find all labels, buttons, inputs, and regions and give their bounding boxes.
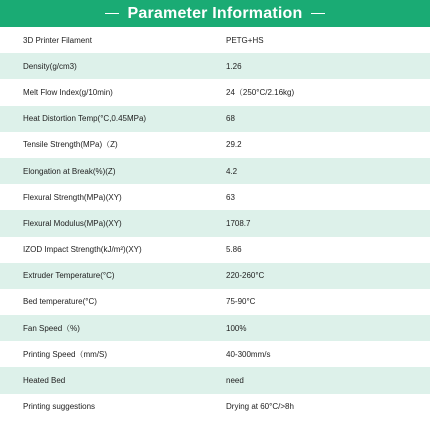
table-row [0,158,430,184]
row-label: 3D Printer Filament [23,35,92,45]
row-label: Printing suggestions [23,402,96,412]
parameter-table [0,27,430,420]
table-row [0,27,430,53]
table-row [0,367,430,393]
row-label: IZOD Impact Strength(kJ/m²)(XY) [23,245,142,255]
header-left-divider [105,13,119,14]
row-value: 4.2 [226,166,238,176]
table-row [0,289,430,315]
table-row [0,106,430,132]
row-label: Elongation at Break(%)(Z) [23,166,116,176]
table-row [0,132,430,158]
row-value: 5.86 [226,245,242,255]
row-value: 75-90°C [226,297,256,307]
footer-band [0,420,430,430]
row-label: Flexural Modulus(MPa)(XY) [23,218,122,228]
row-value: 24（250°C/2.16kg) [226,87,295,97]
row-value: 29.2 [226,140,242,150]
row-value: 220-260°C [226,271,265,281]
table-row [0,315,430,341]
row-value: need [226,376,244,386]
row-value: 68 [226,114,235,124]
row-label: Printing Speed（mm/S) [23,349,108,359]
row-label: Flexural Strength(MPa)(XY) [23,192,122,202]
row-label: Density(g/cm3) [23,61,77,71]
row-value: 1708.7 [226,218,251,228]
row-label: Bed temperature(°C) [23,297,97,307]
table-row [0,53,430,79]
row-value: 40-300mm/s [226,349,271,359]
header-bar [0,0,430,27]
table-row [0,341,430,367]
row-label: Melt Flow Index(g/10min) [23,87,113,97]
row-value: Drying at 60°C/>8h [226,402,294,412]
page-title: Parameter Information [127,4,303,22]
row-value: 100% [226,323,247,333]
row-value: 1.26 [226,61,242,71]
row-value: 63 [226,192,235,202]
row-label: Heated Bed [23,376,66,386]
table-row [0,237,430,263]
table-row [0,263,430,289]
row-value: PETG+HS [226,35,264,45]
table-row [0,210,430,236]
row-label: Tensile Strength(MPa)（Z) [23,140,118,150]
row-label: Fan Speed（%) [23,323,80,333]
row-label: Heat Distortion Temp(°C,0.45MPa) [23,114,147,124]
row-label: Extruder Temperature(°C) [23,271,115,281]
table-row [0,394,430,420]
table-row [0,184,430,210]
table-row [0,79,430,105]
header-right-divider [311,13,325,14]
